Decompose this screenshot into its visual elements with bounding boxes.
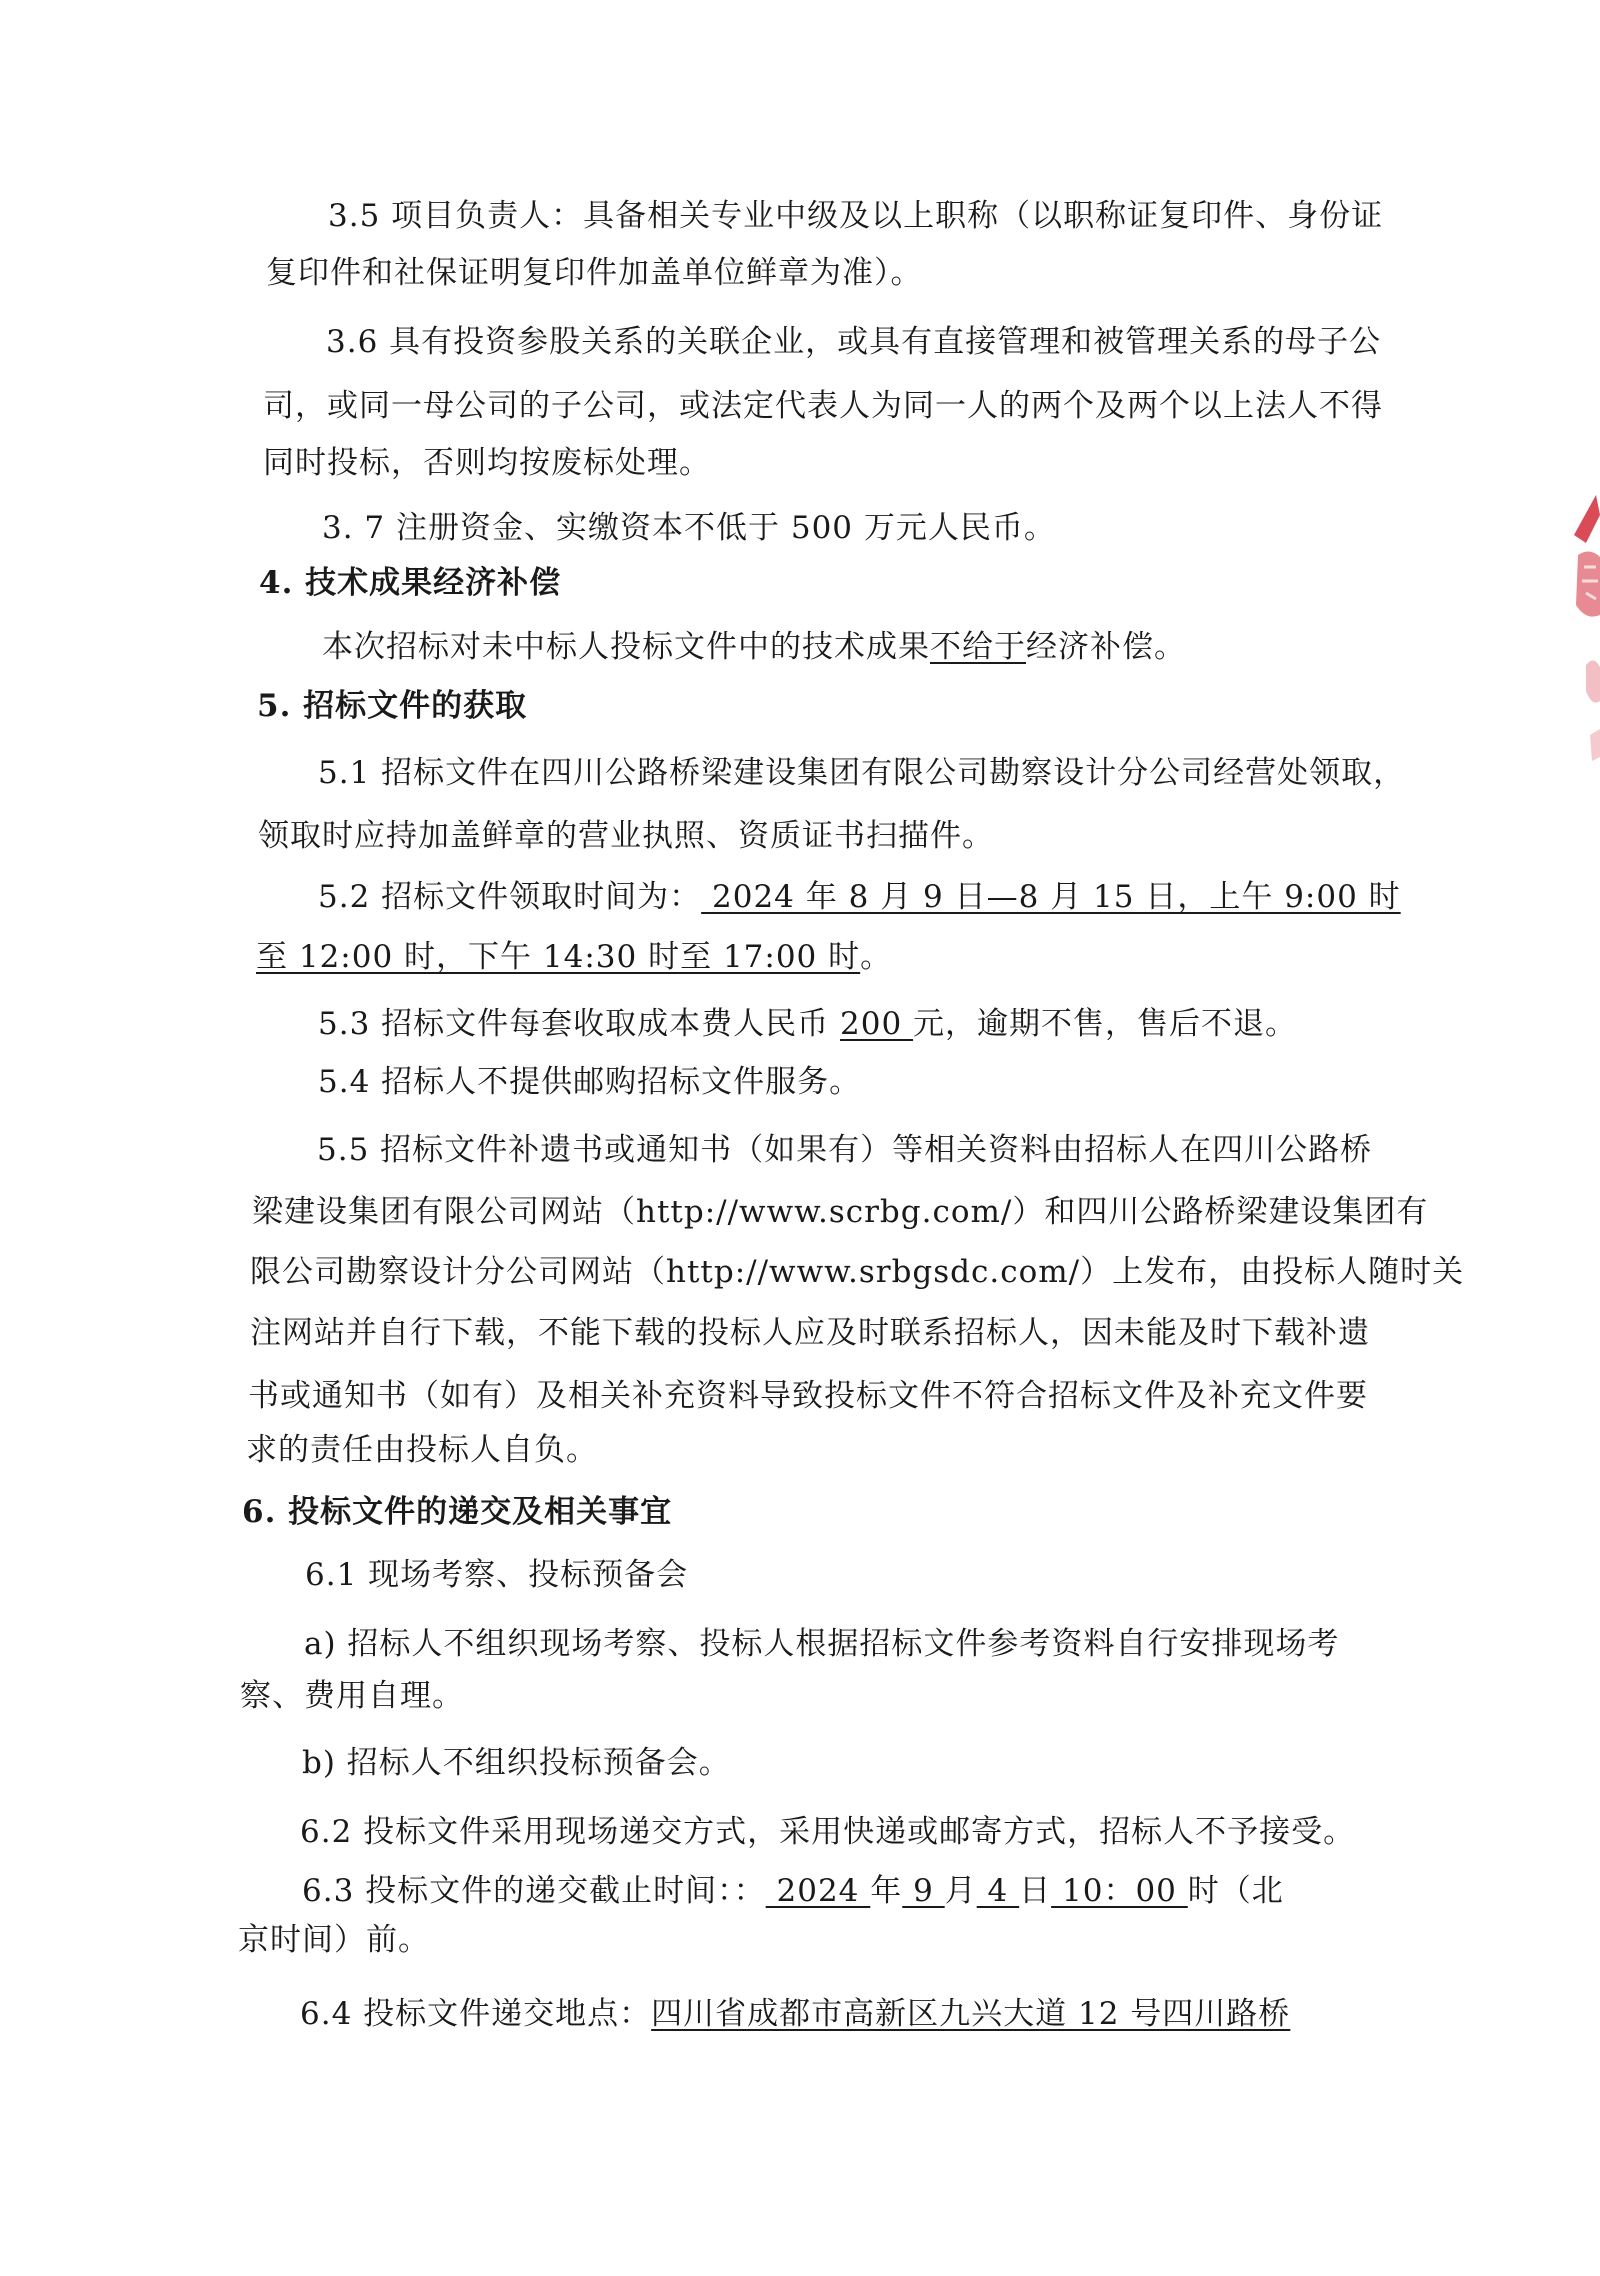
red-seal-fragment-icon [1556,495,1600,795]
clause-6-3-year-label: 年 [870,1873,903,1909]
section-6-heading: 6. 投标文件的递交及相关事宜 [242,1494,673,1530]
clause-3-6-line-1: 3.6 具有投资参股关系的关联企业，或具有直接管理和被管理关系的母子公 [326,324,1382,360]
clause-6-3-hour: 10：00 [1051,1873,1188,1909]
clause-5-5-line-5: 书或通知书（如有）及相关补充资料导致投标文件不符合招标文件及补充文件要 [248,1378,1368,1414]
clause-3-5-line-2: 复印件和社保证明复印件加盖单位鲜章为准）。 [266,255,923,291]
clause-5-3 [318,1004,1297,1044]
clause-6-1-a-line-1: a) 招标人不组织现场考察、投标人根据招标文件参考资料自行安排现场考 [304,1626,1340,1662]
clause-6-3-day: 4 [976,1873,1020,1909]
section-4-underlined: 不给于 [930,629,1026,665]
clause-5-4: 5.4 招标人不提供邮购招标文件服务。 [318,1064,862,1100]
clause-5-5-line-4: 注网站并自行下载，不能下载的投标人应及时联系招标人，因未能及时下载补遗 [250,1315,1370,1351]
clause-6-3-hour-label: 时（北 [1187,1873,1284,1909]
section-4-heading: 4. 技术成果经济补偿 [259,565,562,601]
clause-5-2-pre: 5.2 招标文件领取时间为： [318,879,702,915]
clause-5-3-post: 元，逾期不售，售后不退。 [913,1006,1298,1042]
clause-3-7: 3. 7 注册资金、实缴资本不低于 500 万元人民币。 [322,510,1056,546]
clause-5-1-line-1: 5.1 招标文件在四川公路桥梁建设集团有限公司勘察设计分公司经营处领取， [318,755,1406,791]
clause-6-3-month-label: 月 [944,1873,977,1909]
clause-5-1-line-2: 领取时应持加盖鲜章的营业执照、资质证书扫描件。 [258,818,994,854]
clause-6-4-pre: 6.4 投标文件递交地点： [300,1996,652,2032]
section-4-text-pre: 本次招标对未中标人投标文件中的技术成果 [322,629,930,665]
clause-6-4-address: 四川省成都市高新区九兴大道 12 号四川路桥 [651,1996,1291,2032]
clause-5-5-line-2: 梁建设集团有限公司网站（http://www.scrbg.com/）和四川公路桥梁建设集团有 [252,1194,1429,1230]
clause-6-3-year: 2024 [765,1873,871,1909]
clause-6-3-line-1 [302,1871,1284,1911]
clause-6-1: 6.1 现场考察、投标预备会 [305,1557,689,1593]
clause-5-2-post: 。 [860,939,893,975]
clause-5-5-line-6: 求的责任由投标人自负。 [246,1432,598,1468]
clause-5-2-time-range: 至 12:00 时，下午 14:30 时至 17:00 时 [256,939,861,975]
clause-6-3-line-2: 京时间）前。 [238,1922,430,1958]
clause-6-1-b: b) 招标人不组织投标预备会。 [302,1745,731,1781]
clause-5-3-pre: 5.3 招标文件每套收取成本费人民币 [318,1006,841,1042]
clause-5-5-line-3: 限公司勘察设计分公司网站（http://www.srbgsdc.com/）上发布，由投标人随时关 [250,1254,1465,1290]
clause-5-2-line-1 [318,877,1401,917]
section-5-heading: 5. 招标文件的获取 [257,688,528,724]
clause-6-2: 6.2 投标文件采用现场递交方式，采用快递或邮寄方式，招标人不予接受。 [300,1814,1356,1850]
clause-6-1-a-line-2: 察、费用自理。 [240,1678,464,1714]
clause-5-2-line-2 [256,937,892,977]
clause-5-2-date-range: 2024 年 8 月 9 日—8 月 15 日，上午 9:00 时 [701,879,1401,915]
clause-6-3-month: 9 [902,1873,945,1909]
clause-3-6-line-3: 同时投标，否则均按废标处理。 [263,445,711,481]
section-4-text-post: 经济补偿。 [1026,629,1186,665]
section-4-paragraph [322,627,1186,667]
clause-3-5-line-1: 3.5 项目负责人：具备相关专业中级及以上职称（以职称证复印件、身份证 [328,198,1384,234]
clause-3-6-line-2: 司，或同一母公司的子公司，或法定代表人为同一人的两个及两个以上法人不得 [263,388,1383,424]
clause-5-5-line-1: 5.5 招标文件补遗书或通知书（如果有）等相关资料由招标人在四川公路桥 [317,1132,1373,1168]
clause-6-4 [300,1994,1290,2034]
clause-5-3-fee: 200 [840,1006,914,1042]
clause-6-3-pre: 6.3 投标文件的递交截止时间：： [302,1873,766,1909]
clause-6-3-day-label: 日 [1019,1873,1052,1909]
